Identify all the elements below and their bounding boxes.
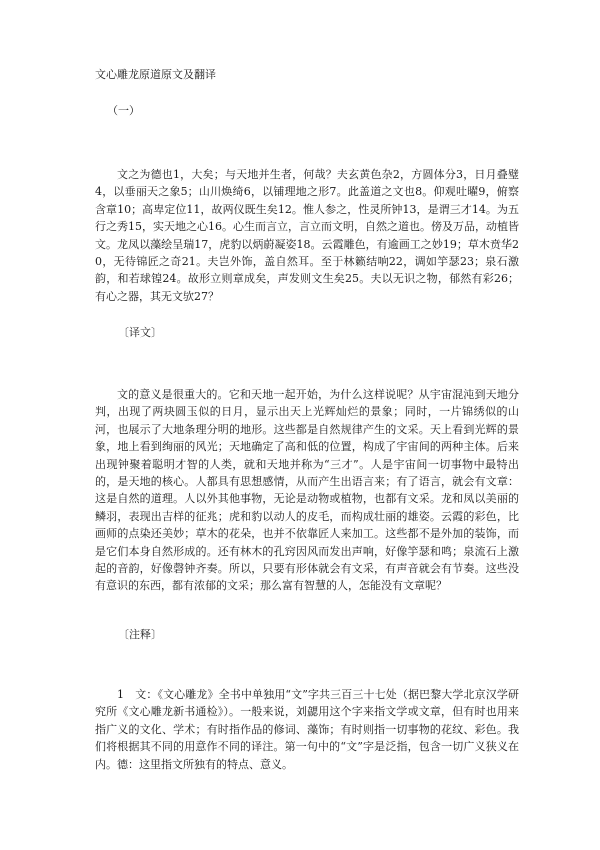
translation-text-paragraph: 文的意义是很重大的。它和天地一起开始，为什么这样说呢？从宇宙混沌到天地分判，出现了两块圆玉似的日月，显示出天上光辉灿烂的景象；同时，一片锦绣似的山河，也展示了大地条理分明的地形。这些都是自然规律产生的文采。天上看到光辉的景象，地上看到绚丽的风光；天地确定了高和低的位置，构成了宇宙间的两种主体。后来出现钟聚着聪明才智的人类，就和天地并称为“三才”。人是宇宙间一切事物中最特出的，是天地的核心。人都具有思想感情，从而产生出语言来；有了语言，就会有文章：这是自然的道理。人以外其他事物，无论是动物或植物，也都有文采。龙和凤以美丽的鳞羽，表现出吉样的征兆；虎和豹以动人的皮毛，而构成壮丽的雄姿。云霞的彩色，比画师的点染还美妙；草木的花朵，也并不依靠匠人来加工。这些都不是外加的装饰，而是它们本身自然形成的。还有林木的孔窍因风而发出声响，好像竽瑟和鸣；泉流石上激起的音韵，好像磬钟齐奏。所以，只要有形体就会有文采，有声音就会有节奏。这些没有意识的东西，都有浓郁的文采；那么富有智慧的人，怎能没有文章呢？ bbox=[95, 388, 519, 593]
section-label-notes: 〔注释〕 bbox=[118, 628, 162, 641]
section-label-original: （一） bbox=[107, 104, 140, 117]
original-text-paragraph: 文之为德也1，大矣；与天地并生者，何哉？夫玄黄色杂2，方圆体分3，日月叠璧4，以垂丽天之象5；山川焕绮6，以铺理地之形7。此盖道之文也8。仰观吐曜9，俯察含章10；高卑定位11，故两仪既生矣12。惟人参之，性灵所钟13，是谓三才14。为五行之秀15，实天地之心16。心生而言立，言立而文明，自然之道也。傍及万品，动植皆文。龙凤以藻绘呈瑞17，虎豹以炳蔚凝姿18。云霞雕色，有逾画工之妙19；草木贲华20，无待锦匠之奇21。夫岂外饰，盖自然耳。至于林籁结响22，调如竽瑟23；泉石激韵，和若球锽24。故形立则章成矣，声发则文生矣25。夫以无识之物，郁然有彩26；有心之器，其无文欤27？ bbox=[95, 168, 519, 303]
document-title: 文心雕龙原道原文及翻译 bbox=[95, 68, 216, 81]
section-label-translation: 〔译文〕 bbox=[118, 326, 162, 339]
note-paragraph: 1 文：《文心雕龙》全书中单独用“文”字共三百三十七处（据巴黎大学北京汉学研究所《文心雕龙新书通检》）。一般来说，刘勰用这个字来指文学或文章，但有时也用来指广义的文化、学术；有时指作品的修词、藻饰；有时则指一切事物的花纹、彩色。我们将根据其不同的用意作不同的译注。第一句中的“文”字是泛指，包含一切广义狭义在内。德：这里指文所独有的特点、意义。 bbox=[95, 688, 519, 771]
